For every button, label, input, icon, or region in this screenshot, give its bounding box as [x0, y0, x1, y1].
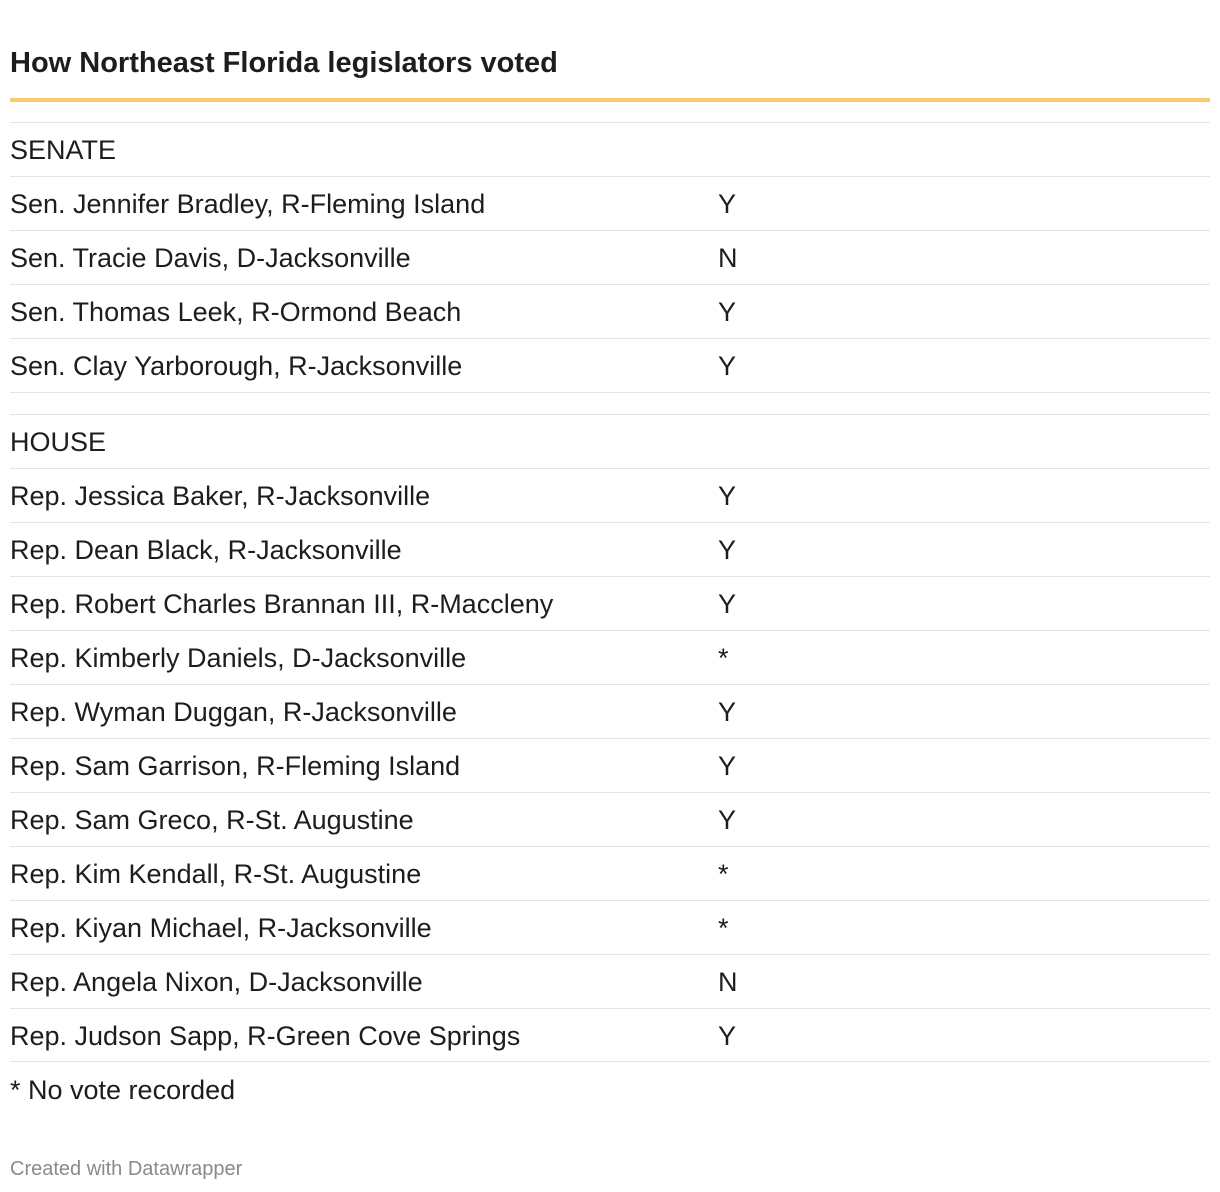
- datawrapper-credit: Created with Datawrapper: [10, 1158, 243, 1180]
- vote-value: Y: [718, 1021, 737, 1051]
- vote-value: Y: [718, 351, 737, 381]
- section-divider: [10, 392, 1210, 414]
- legislator-name: Rep. Robert Charles Brannan III, R-Maccleny: [10, 589, 554, 619]
- vote-value: Y: [718, 481, 737, 511]
- legislator-name: Sen. Clay Yarborough, R-Jacksonville: [10, 351, 463, 381]
- table-row: [10, 846, 1210, 900]
- vote-table: [10, 122, 1210, 1062]
- legislator-name: Rep. Sam Garrison, R-Fleming Island: [10, 751, 461, 781]
- table-row: [10, 176, 1210, 230]
- table-row: [10, 954, 1210, 1008]
- vote-value: Y: [718, 535, 737, 565]
- table-title: How Northeast Florida legislators voted: [10, 47, 558, 79]
- table-row: [10, 284, 1210, 338]
- legislator-name: Rep. Dean Black, R-Jacksonville: [10, 535, 402, 565]
- vote-value: *: [718, 913, 729, 943]
- table-row: [10, 338, 1210, 392]
- section-label: SENATE: [10, 135, 117, 165]
- legislator-name: Sen. Jennifer Bradley, R-Fleming Island: [10, 189, 486, 219]
- vote-value: N: [718, 967, 738, 997]
- table-row: [10, 792, 1210, 846]
- section-header-house: [10, 414, 1210, 468]
- table-row: [10, 468, 1210, 522]
- table-row: [10, 576, 1210, 630]
- table-row: [10, 522, 1210, 576]
- section-label: HOUSE: [10, 427, 107, 457]
- legislator-name: Sen. Thomas Leek, R-Ormond Beach: [10, 297, 462, 327]
- legislator-name: Rep. Kim Kendall, R-St. Augustine: [10, 859, 422, 889]
- vote-value: Y: [718, 189, 737, 219]
- vote-value: Y: [718, 751, 737, 781]
- legislator-name: Sen. Tracie Davis, D-Jacksonville: [10, 243, 411, 273]
- table-row: [10, 684, 1210, 738]
- table-row: [10, 1008, 1210, 1062]
- vote-value: N: [718, 243, 738, 273]
- table-row: [10, 738, 1210, 792]
- footnote: * No vote recorded: [10, 1075, 236, 1105]
- legislator-name: Rep. Angela Nixon, D-Jacksonville: [10, 967, 423, 997]
- vote-value: Y: [718, 697, 737, 727]
- vote-value: *: [718, 859, 729, 889]
- vote-value: Y: [718, 589, 737, 619]
- legislator-name: Rep. Jessica Baker, R-Jacksonville: [10, 481, 431, 511]
- table-row: [10, 630, 1210, 684]
- table-row: [10, 900, 1210, 954]
- vote-value: *: [718, 643, 729, 673]
- vote-value: Y: [718, 805, 737, 835]
- vote-value: Y: [718, 297, 737, 327]
- legislator-name: Rep. Wyman Duggan, R-Jacksonville: [10, 697, 457, 727]
- table-row: [10, 230, 1210, 284]
- legislator-name: Rep. Kimberly Daniels, D-Jacksonville: [10, 643, 467, 673]
- legislator-name: Rep. Judson Sapp, R-Green Cove Springs: [10, 1021, 521, 1051]
- title-divider: [10, 98, 1210, 102]
- section-header-senate: [10, 122, 1210, 176]
- legislator-name: Rep. Sam Greco, R-St. Augustine: [10, 805, 414, 835]
- legislator-name: Rep. Kiyan Michael, R-Jacksonville: [10, 913, 432, 943]
